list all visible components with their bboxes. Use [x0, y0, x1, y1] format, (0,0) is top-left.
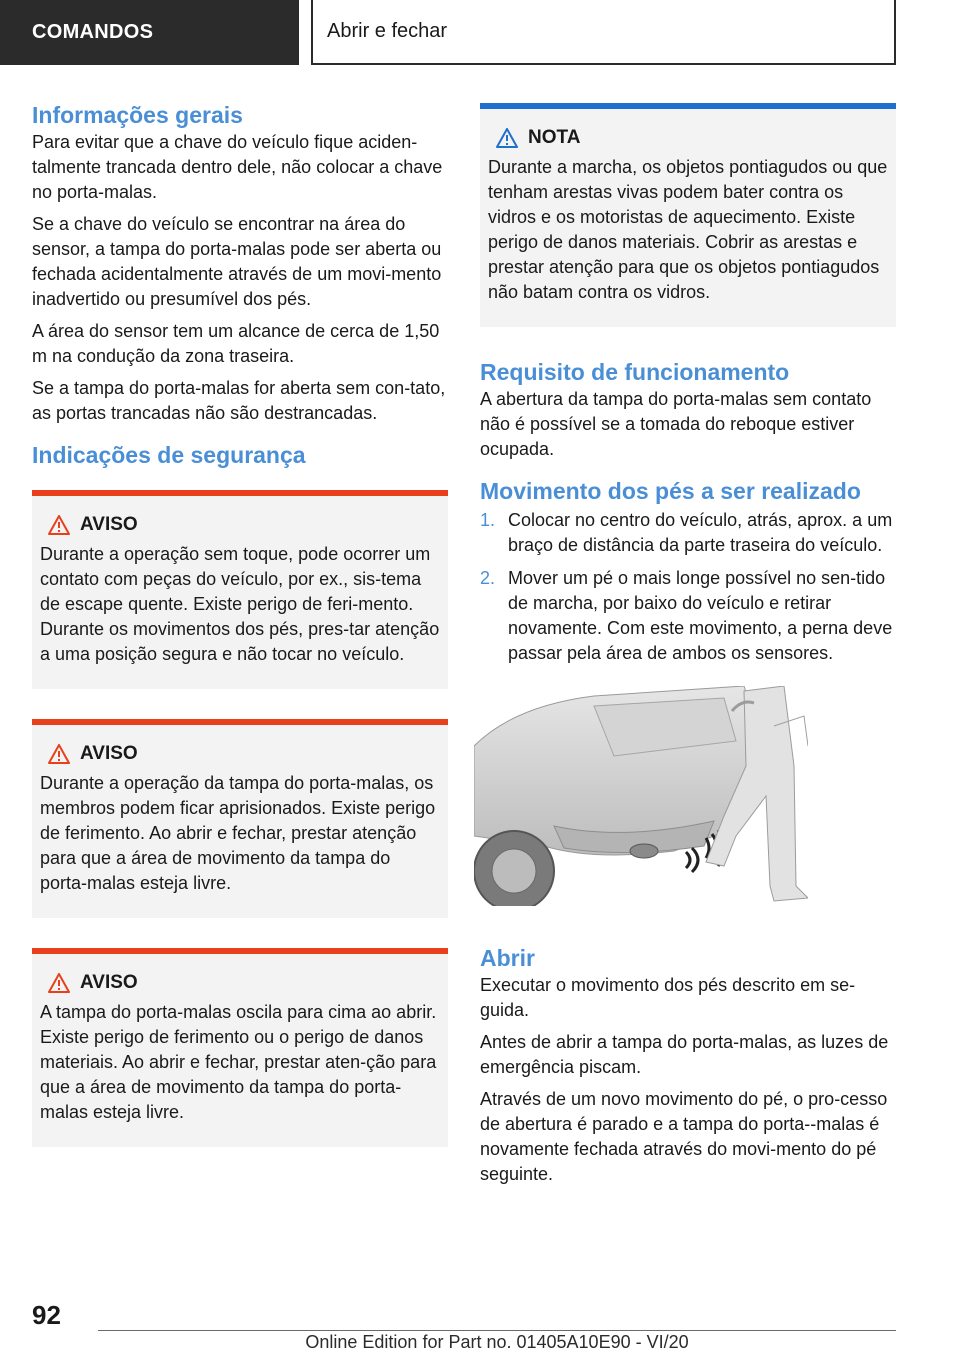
note-triangle-icon: [496, 128, 518, 148]
list-item: [480, 566, 896, 666]
warning-box: [32, 490, 448, 689]
warning-triangle-icon: [48, 973, 70, 993]
requirement-section: [480, 357, 896, 462]
header-title: [311, 0, 896, 65]
header-section-label: COMANDOS: [32, 21, 154, 43]
warning-text: Durante a operação sem toque, pode ocorrer um contato com peças do veículo, por ex., sis-tema de escape quente. Existe perigo de feri-mento. Durante os movimentos dos pés, pres-tar atenção a uma posição segura e não tocar no veículo.: [40, 544, 440, 664]
note-text: Durante a marcha, os objetos pontiagudos ou que tenham arestas vivas podem bater contra os vidros e os motoristas de aquecimento. Existe perigo de danos materiais. Cobrir as arestas e prestar atenção para que os objetos pontiagudos não batam contra os vidros.: [488, 157, 888, 302]
right-column: [480, 103, 896, 1201]
warning-triangle-icon: [48, 744, 70, 764]
list-item: [480, 508, 896, 558]
requirement-text: A abertura da tampa do porta-malas sem contato não é possível se a tomada do reboque estiver ocupada.: [480, 389, 872, 459]
general-info-p2: Se a chave do veículo se encontrar na área do sensor, a tampa do porta-malas pode ser aberta ou fechada acidentalmente através de um movi-mento inadvertido ou presumível dos pés.: [32, 214, 442, 309]
general-info-p4: Se a tampa do porta-malas for aberta sem con-tato, as portas trancadas não são destrancadas.: [32, 378, 446, 423]
footer-edition: Online Edition for Part no. 01405A10E90 - VI/20: [305, 1332, 689, 1352]
page-number: 92: [32, 1300, 61, 1330]
note-title: NOTA: [528, 127, 581, 148]
foot-gesture-illustration: [474, 686, 808, 906]
movement-steps: [480, 508, 896, 666]
movement-section: [480, 476, 896, 666]
general-info-section: [32, 100, 448, 426]
step-number: 1.: [480, 510, 496, 530]
step-text: Mover um pé o mais longe possível no sen-tido de marcha, por baixo do veículo e retirar novamente. Com este movimento, a perna deve passar pela área de ambos os sensores.: [508, 568, 893, 663]
movement-heading: Movimento dos pés a ser realizado: [480, 478, 861, 504]
warning-text: A tampa do porta-malas oscila para cima ao abrir. Existe perigo de ferimento ou o perigo de danos materiais. Ao abrir e fechar, prestar aten-ção para que a área de movimento da tampa do porta-malas esteja livre.: [40, 1002, 437, 1122]
step-text: Colocar no centro do veículo, atrás, aprox. a um braço de distância da parte traseira do veículo.: [508, 510, 893, 555]
requirement-heading: Requisito de funcionamento: [480, 359, 790, 385]
header-section: [0, 0, 299, 65]
warning-text: Durante a operação da tampa do porta-malas, os membros podem ficar aprisionados. Existe perigo de ferimento. Ao abrir e fechar, prestar atenção para que a área de movimento da tampa do porta-malas esteja livre.: [40, 773, 436, 893]
open-heading: Abrir: [480, 945, 535, 971]
general-info-p3: A área do sensor tem um alcance de cerca de 1,50 m na condução da zona traseira.: [32, 321, 440, 366]
warning-triangle-icon: [48, 515, 70, 535]
warning-box: [32, 719, 448, 918]
step-number: 2.: [480, 568, 496, 588]
warning-title: AVISO: [80, 972, 138, 993]
general-info-p1: Para evitar que a chave do veículo fique aciden-talmente trancada dentro dele, não colocar a chave no porta-malas.: [32, 132, 443, 202]
general-info-heading: Informações gerais: [32, 102, 243, 128]
safety-heading: Indicações de segurança: [32, 442, 306, 468]
note-box: [480, 103, 896, 327]
open-p2: Antes de abrir a tampa do porta-malas, as luzes de emergência piscam.: [480, 1032, 889, 1077]
footer-divider: [98, 1330, 896, 1331]
warning-title: AVISO: [80, 514, 138, 535]
open-p1: Executar o movimento dos pés descrito em se-guida.: [480, 975, 856, 1020]
warning-title: AVISO: [80, 743, 138, 764]
warning-box: [32, 948, 448, 1147]
open-p3: Através de um novo movimento do pé, o pro-cesso de abertura é parado e a tampa do porta--malas é novamente fechada através do movi-mento do pé seguinte.: [480, 1089, 888, 1184]
left-column: [32, 100, 448, 1177]
open-section: [480, 943, 896, 1187]
header-title-label: Abrir e fechar: [327, 20, 448, 42]
